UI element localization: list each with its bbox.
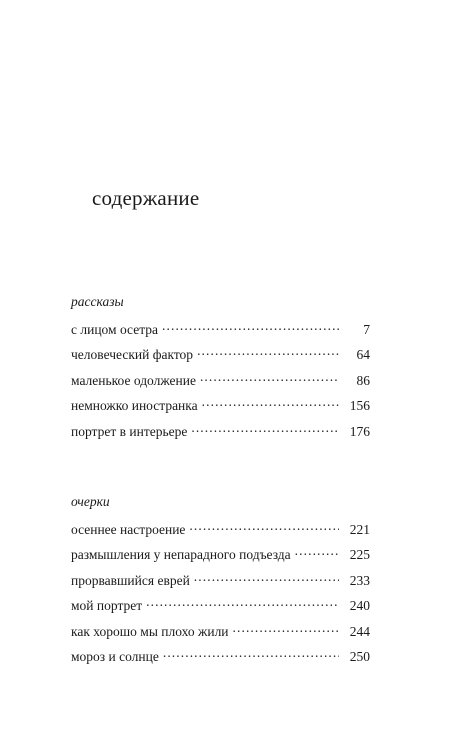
toc-entry-title: маленькое одолжение bbox=[71, 372, 196, 388]
toc-entry-page: 225 bbox=[349, 547, 370, 563]
toc-entry-title: человеческий фактор bbox=[71, 347, 194, 363]
dot-leader bbox=[197, 346, 339, 360]
toc-entry-page: 244 bbox=[349, 623, 370, 639]
toc-entry[interactable] bbox=[71, 647, 370, 672]
toc-entry[interactable] bbox=[71, 346, 370, 371]
dot-leader bbox=[295, 546, 339, 560]
toc-entry[interactable] bbox=[71, 546, 370, 571]
dot-leader bbox=[233, 622, 339, 636]
toc-entry[interactable] bbox=[71, 397, 370, 422]
toc-entry-title: как хорошо мы плохо жили bbox=[71, 623, 229, 639]
toc-entry-title: с лицом осетра bbox=[71, 322, 159, 337]
toc-entry[interactable] bbox=[71, 571, 370, 596]
toc-entry[interactable] bbox=[71, 422, 370, 447]
toc-entry[interactable] bbox=[71, 597, 370, 622]
toc-entry[interactable] bbox=[71, 622, 370, 647]
dot-leader bbox=[202, 397, 339, 411]
toc-section-essays bbox=[71, 495, 370, 673]
toc-entry-page: 7 bbox=[363, 322, 370, 337]
dot-leader bbox=[200, 371, 339, 385]
toc-entry-title: мой портрет bbox=[71, 598, 143, 614]
toc-entry-page: 221 bbox=[349, 522, 370, 537]
dot-leader bbox=[162, 321, 339, 335]
dot-leader bbox=[163, 647, 339, 661]
dot-leader bbox=[189, 521, 339, 535]
toc-entry[interactable] bbox=[71, 371, 370, 396]
toc-entry[interactable] bbox=[71, 521, 370, 546]
toc-entry-title: осеннее настроение bbox=[71, 522, 186, 537]
section-heading: рассказы bbox=[71, 294, 124, 309]
page-title: содержание bbox=[92, 186, 200, 210]
toc-entry-title: прорвавшийся еврей bbox=[71, 572, 190, 588]
toc-entry-page: 240 bbox=[349, 598, 370, 614]
toc-entry-page: 64 bbox=[356, 347, 370, 363]
toc-entry-page: 250 bbox=[349, 648, 370, 664]
toc-entry-page: 156 bbox=[349, 398, 370, 414]
toc-entry-title: портрет в интерьере bbox=[71, 423, 188, 439]
toc-entry[interactable] bbox=[71, 321, 370, 346]
toc-section-stories bbox=[71, 295, 370, 447]
toc-entry-title: мороз и солнце bbox=[71, 648, 159, 664]
section-heading: очерки bbox=[71, 494, 110, 509]
toc-entry-title: размышления у непарадного подъезда bbox=[71, 547, 291, 563]
toc-entry-page: 86 bbox=[356, 372, 370, 388]
toc-entry-title: немножко иностранка bbox=[71, 398, 198, 414]
dot-leader bbox=[194, 571, 339, 585]
dot-leader bbox=[191, 422, 339, 436]
toc-entry-page: 176 bbox=[349, 423, 370, 439]
toc-entry-page: 233 bbox=[349, 572, 370, 588]
dot-leader bbox=[146, 597, 339, 611]
